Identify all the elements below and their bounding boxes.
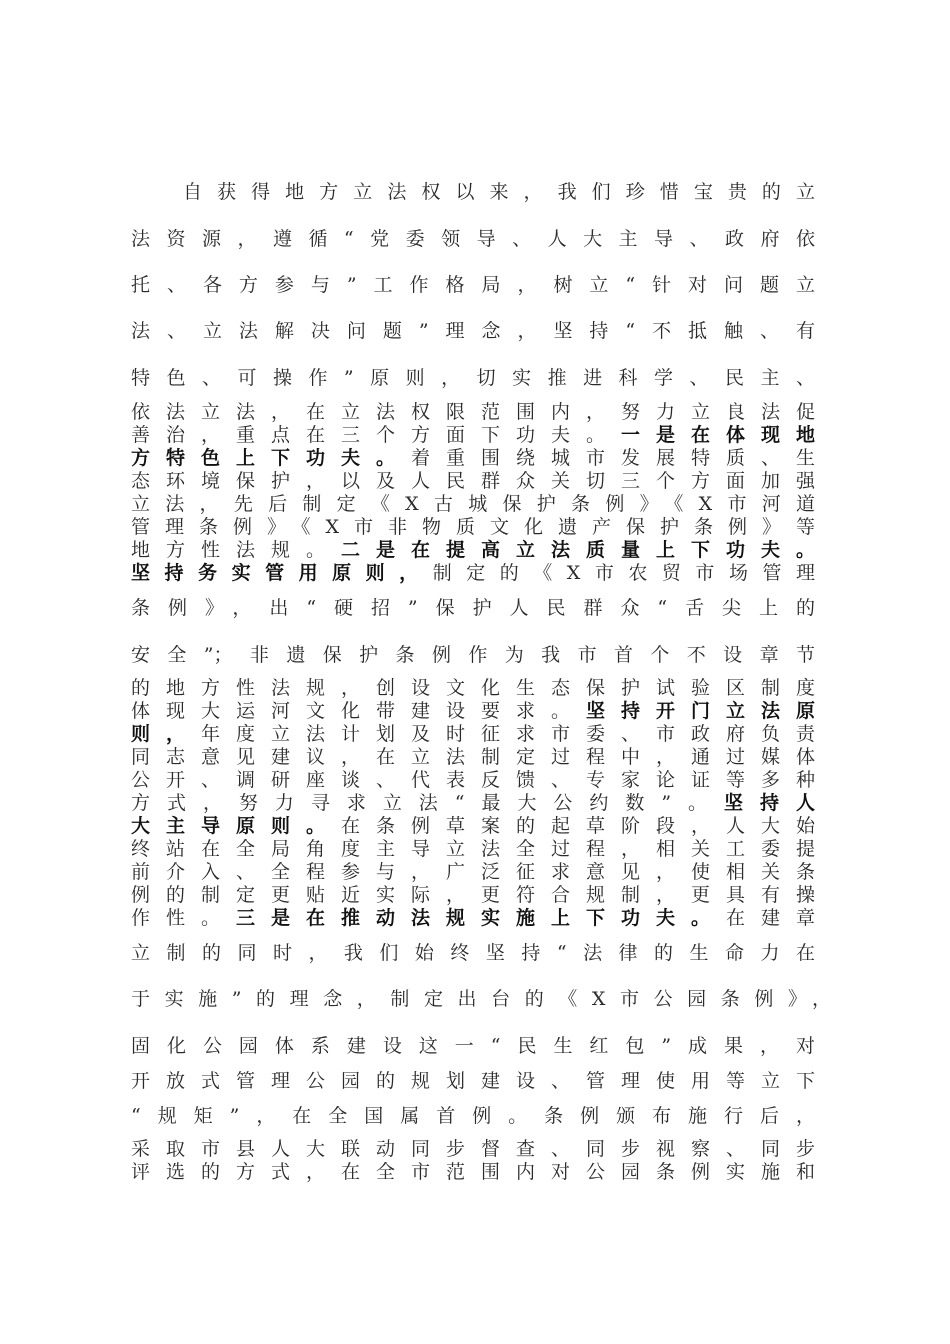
text-line: [131, 837, 815, 861]
text-line: [131, 941, 815, 965]
text-line: [131, 366, 815, 390]
text-run: 评选的方式，在全市范围内对公园条例实施和: [131, 1161, 815, 1183]
text-run: 作性。: [131, 907, 236, 929]
text-line: [183, 180, 815, 204]
text-line: [131, 400, 815, 424]
text-run: 采取市县人大联动同步督查、同步视察、同步: [131, 1138, 815, 1160]
bold-text-run: 则，: [131, 723, 201, 745]
text-line: [131, 596, 815, 620]
text-line: [131, 538, 815, 562]
text-line: [131, 860, 815, 884]
text-line: [131, 423, 815, 447]
text-run: 条例》，出“硬招”保护人民群众“舌尖上的: [131, 597, 815, 619]
text-run: 立制的同时，我们始终坚持“法律的生命力在: [131, 942, 815, 964]
text-run: 固化公园体系建设这一“民生红包”成果，对: [131, 1035, 815, 1057]
bold-text-run: 三是在推动法规实施上下功夫。: [236, 907, 726, 929]
text-run: 法、立法解决问题”理念，坚持“不抵触、有: [131, 320, 815, 342]
text-run: 托、各方参与”工作格局，树立“针对问题立: [131, 274, 815, 296]
text-run: 着重围绕城市发展特质、生: [411, 447, 815, 469]
text-line: [131, 446, 815, 470]
text-line: [131, 1137, 815, 1161]
text-run: 地方性法规。: [131, 539, 341, 561]
text-run: 方式，努力寻求立法“最大公约数”。: [131, 792, 725, 814]
text-line: [131, 814, 815, 838]
text-line: [131, 492, 815, 516]
text-line: [131, 768, 815, 792]
text-line: [131, 1160, 815, 1184]
bold-text-run: 坚持人: [724, 792, 815, 814]
text-run: 安全”；非遗保护条例作为我市首个不设章节: [131, 644, 815, 666]
text-line: [131, 1069, 815, 1093]
bold-text-run: 二是在提高立法质量上下功夫。: [341, 539, 815, 561]
bold-text-run: 方特色上下功夫。: [131, 447, 411, 469]
text-line: [131, 883, 815, 907]
text-line: [131, 273, 815, 297]
text-line: [131, 987, 831, 1011]
text-run: 例的制定更贴近实际，更符合规制，更具有操: [131, 884, 815, 906]
bold-text-run: 坚持务实管用原则，: [131, 562, 433, 584]
text-line: [131, 561, 815, 585]
text-run: 在条例草案的起草阶段，人大始: [341, 815, 815, 837]
text-line: [131, 1034, 815, 1058]
text-run: 年度立法计划及时征求市委、市政府负责: [201, 723, 815, 745]
text-line: [131, 745, 815, 769]
bold-text-run: 坚持开门立法原: [585, 700, 815, 722]
text-line: [131, 319, 815, 343]
text-run: 终站在全局角度主导立法全过程，相关工委提: [131, 838, 815, 860]
text-line: [131, 699, 815, 723]
text-run: 前介入、全程参与，广泛征求意见，使相关条: [131, 861, 815, 883]
text-line: [131, 227, 815, 251]
text-run: 同志意见建议，在立法制定过程中，通过媒体: [131, 746, 815, 768]
text-line: [131, 722, 815, 746]
text-run: 体现大运河文化带建设要求。: [131, 700, 586, 722]
text-run: 法资源，遵循“党委领导、人大主导、政府依: [131, 228, 815, 250]
text-run: 公开、调研座谈、代表反馈、专家论证等多种: [131, 769, 815, 791]
text-run: 制定的《X市农贸市场管理: [432, 562, 815, 584]
text-line: [131, 676, 815, 700]
text-run: 于实施”的理念，制定出台的《X市公园条例》，: [131, 988, 831, 1010]
text-line: [131, 643, 815, 667]
text-line: [131, 1104, 815, 1128]
text-run: 依法立法，在立法权限范围内，努力立良法促: [131, 401, 815, 423]
text-run: 态环境保护，以及人民群众关切三个方面加强: [131, 470, 815, 492]
text-line: [131, 469, 815, 493]
text-run: 的地方性法规，创设文化生态保护试验区制度: [131, 677, 815, 699]
text-run: 善治，重点在三个方面下功夫。: [131, 424, 621, 446]
text-run: 立法，先后制定《X古城保护条例》《X市河道: [131, 493, 815, 515]
text-run: 开放式管理公园的规划建设、管理使用等立下: [131, 1070, 815, 1092]
text-line: [131, 791, 815, 815]
text-run: 自获得地方立法权以来，我们珍惜宝贵的立: [183, 181, 815, 203]
text-line: [131, 906, 815, 930]
text-line: [131, 515, 815, 539]
bold-text-run: 一是在体现地: [620, 424, 815, 446]
bold-text-run: 大主导原则。: [131, 815, 341, 837]
text-run: 管理条例》《X市非物质文化遗产保护条例》等: [131, 516, 815, 538]
text-run: 特色、可操作”原则，切实推进科学、民主、: [131, 367, 815, 389]
text-run: 在建章: [725, 907, 815, 929]
text-run: “规矩”，在全国属首例。条例颁布施行后，: [131, 1105, 815, 1127]
